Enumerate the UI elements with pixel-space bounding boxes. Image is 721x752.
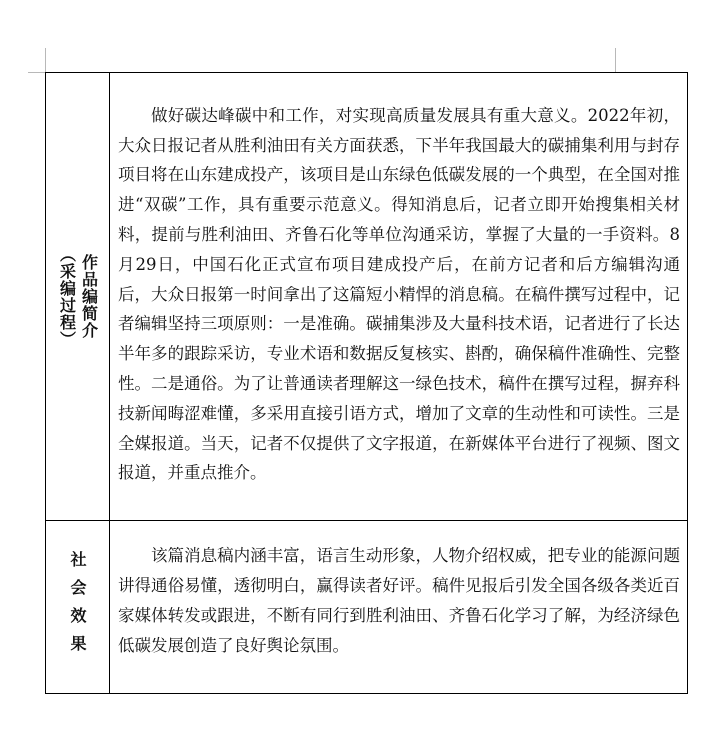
label-text-social-effect: 社会效果 xyxy=(68,551,87,663)
crop-mark-top-left-vertical xyxy=(45,48,46,72)
label-text-production-process: （采编过程） xyxy=(57,245,77,348)
label-text-production-intro: 作品编简介 xyxy=(79,254,99,339)
document-table xyxy=(45,72,688,694)
crop-mark-top-right-vertical xyxy=(615,48,616,72)
paragraph-production-process: 做好碳达峰碳中和工作，对实现高质量发展具有重大意义。2022年初，大众日报记者从胜利油田有关方面获悉，下半年我国最大的碳捕集利用与封存项目将在山东建成投产，该项目是山东绿色低碳发展的一个典型，在全国对推进“双碳”工作，具有重要示范意义。得知消息后，记者立即开始搜集相关材料，提前与胜利油田、齐鲁石化等单位沟通采访，掌握了大量的一手资料。8月29日，中国石化正式宣布项目建成投产后，在前方记者和后方编辑沟通后，大众日报第一时间拿出了这篇短小精悍的消息稿。在稿件撰写过程中，记者编辑坚持三项原则：一是准确。碳捕集涉及大量科技术语，记者进行了长达半年多的跟踪采访，专业术语和数据反复核实、斟酌，确保稿件准确性、完整性。二是通俗。为了让普通读者理解这一绿色技术，稿件在撰写过程，摒弃科技新闻晦涩难懂，多采用直接引语方式，增加了文章的生动性和可读性。三是全媒报道。当天，记者不仅提供了文字报道，在新媒体平台进行了视频、图文报道，并重点推介。 xyxy=(118,105,680,483)
content-cell-production-process xyxy=(110,73,688,521)
label-cell-production-process xyxy=(46,73,110,521)
table-row-production-process xyxy=(46,73,688,521)
crop-mark-top-left-horizontal xyxy=(28,72,46,73)
label-social-effect xyxy=(46,551,109,663)
table-row-social-effect xyxy=(46,521,688,694)
label-production-process xyxy=(46,246,109,348)
label-cell-social-effect xyxy=(46,521,110,694)
content-cell-social-effect xyxy=(110,521,688,694)
paragraph-social-effect: 该篇消息稿内涵丰富，语言生动形象，人物介绍权威，把专业的能源问题讲得通俗易懂，透彻明白，赢得读者好评。稿件见报后引发全国各级各类近百家媒体转发或跟进，不断有同行到胜利油田、齐鲁石化学习了解，为经济绿色低碳发展创造了良好舆论氛围。 xyxy=(118,546,680,655)
